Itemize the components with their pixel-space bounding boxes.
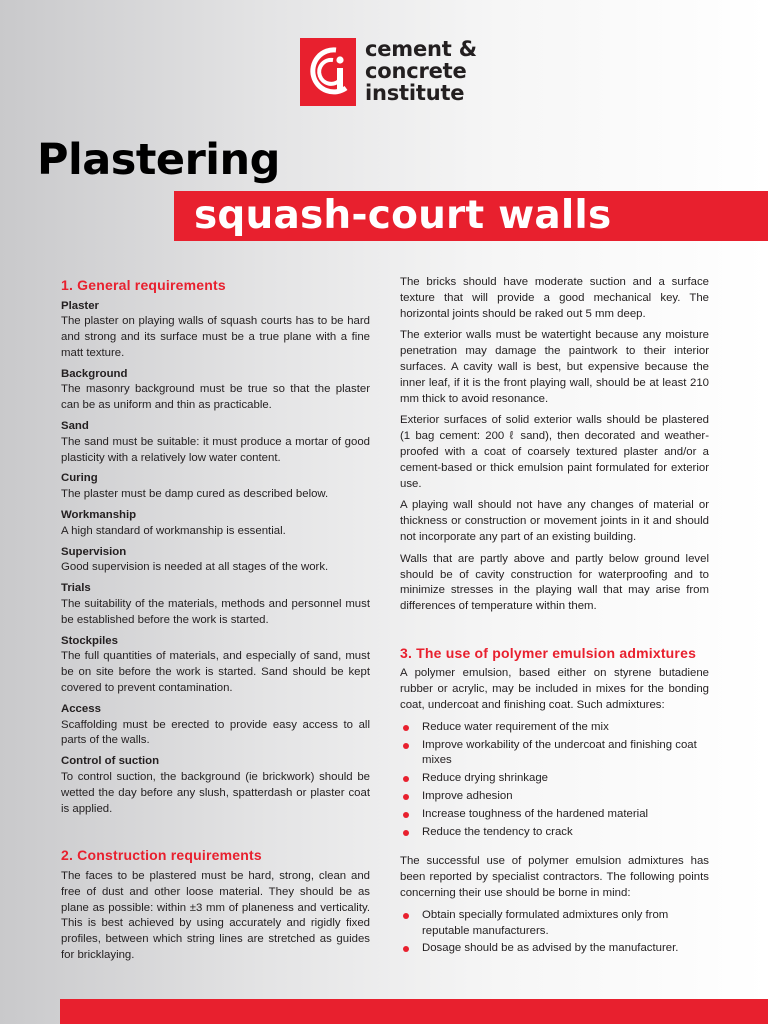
requirement-supervision	[61, 545, 370, 577]
body-paragraph: The bricks should have moderate suction and a surface texture that will provide a good mechanical key. The horizontal joints should be raked out 5 mm deep.	[400, 276, 709, 320]
right-column	[400, 275, 709, 963]
logo	[300, 38, 477, 106]
section-2-heading: 2. Construction requirements	[61, 847, 262, 864]
bullet-icon	[403, 776, 409, 782]
requirement-label: Workmanship	[61, 509, 137, 522]
admixture-guidance-list	[400, 908, 709, 957]
list-item-text: Improve adhesion	[422, 790, 513, 803]
requirement-text: The plaster on playing walls of squash courts has to be hard and strong and its surface must be a true plane with a fine matt texture.	[61, 315, 370, 359]
body-paragraph: The exterior walls must be watertight because any moisture penetration may damage the paintwork to their interior surfaces. A cavity wall is best, but expensive because the inner leaf, if it is the front playing wall, should be at least 210 mm thick to avoid resonance.	[400, 329, 709, 405]
requirement-workmanship	[61, 508, 370, 540]
requirement-sand	[61, 419, 370, 466]
bullet-icon	[403, 743, 409, 749]
cci-logo-icon	[300, 38, 356, 106]
admixture-benefits-list	[400, 720, 709, 841]
requirement-text: The plaster must be damp cured as described below.	[61, 488, 329, 501]
logo-line-2: concrete	[365, 59, 467, 83]
requirement-text: The masonry background must be true so that the plaster can be as uniform and thin as practicable.	[61, 383, 370, 412]
section-3-heading: 3. The use of polymer emulsion admixtures	[400, 644, 697, 661]
logo-text	[365, 38, 477, 104]
bullet-icon	[403, 946, 409, 952]
bullet-icon	[403, 812, 409, 818]
requirement-label: Control of suction	[61, 755, 160, 768]
logo-mark-svg	[300, 38, 356, 106]
page-subtitle: squash-court walls	[194, 193, 612, 238]
list-item	[400, 908, 709, 940]
requirement-label: Stockpiles	[61, 634, 118, 647]
requirement-trials	[61, 581, 370, 628]
footer-bar	[60, 999, 768, 1024]
requirement-label: Supervision	[61, 545, 127, 558]
requirement-text: The suitability of the materials, methods and personnel must be established before the work is started.	[61, 598, 370, 626]
list-item-text: Reduce drying shrinkage	[422, 772, 549, 785]
list-item	[400, 771, 709, 787]
requirement-text: The sand must be suitable: it must produce a mortar of good plasticity with a relatively low water content.	[61, 435, 370, 464]
section-2-paragraph: The faces to be plastered must be hard, strong, clean and free of dust and other loose material. They should be as plane as possible: within ±3 mm of planeness and verticality. This is best achieved by using accurately and rigidly fixed profiles, between which string lines are stretched as guides for bricklaying.	[61, 869, 370, 961]
list-item-text: Reduce the tendency to crack	[422, 825, 573, 838]
list-item-text: Obtain specially formulated admixtures only from reputable manufacturers.	[422, 908, 669, 937]
requirement-access	[61, 702, 370, 749]
requirement-text: The full quantities of materials, and especially of sand, must be on site before the work is started. Sand should be kept covered to prevent contamination.	[61, 650, 370, 695]
requirement-label: Access	[61, 702, 101, 715]
requirement-label: Trials	[61, 582, 91, 595]
requirement-text: Good supervision is needed at all stages of the work.	[61, 561, 329, 574]
requirement-text: Scaffolding must be erected to provide easy access to all parts of the walls.	[61, 718, 370, 747]
page-title: Plastering	[37, 135, 280, 185]
section-1-heading: 1. General requirements	[61, 277, 226, 293]
list-item-text: Improve workability of the undercoat and finishing coat mixes	[422, 738, 697, 767]
bullet-icon	[403, 913, 409, 919]
list-item	[400, 738, 709, 770]
list-item-text: Dosage should be as advised by the manufacturer.	[422, 942, 679, 955]
requirement-background	[61, 367, 370, 414]
requirement-curing	[61, 471, 370, 503]
list-item	[400, 807, 709, 823]
requirement-label: Plaster	[61, 299, 99, 312]
logo-line-1: cement &	[365, 37, 477, 61]
list-item	[400, 720, 709, 736]
body-paragraph: A playing wall should not have any changes of material or thickness or construction or movement joints in it and should not incorporate any part of an existing building.	[400, 499, 709, 543]
bullet-icon	[403, 830, 409, 836]
requirement-label: Curing	[61, 472, 98, 485]
list-item	[400, 825, 709, 841]
requirement-label: Sand	[61, 420, 89, 433]
list-item	[400, 789, 709, 805]
requirement-text: A high standard of workmanship is essential.	[61, 524, 286, 537]
requirement-plaster	[61, 299, 370, 362]
body-paragraph: Exterior surfaces of solid exterior walls should be plastered (1 bag cement: 200 ℓ sand), then decorated and weather-proofed with a coat of coarsely textured plaster and/or a cement-based or thick emulsion paint formulated for exterior use.	[400, 414, 709, 490]
left-column	[61, 277, 370, 964]
section-3-intro: A polymer emulsion, based either on styrene butadiene rubber or acrylic, may be included in mixes for the bonding coat, undercoat and finishing coat. Such admixtures:	[400, 667, 709, 712]
requirement-stockpiles	[61, 634, 370, 697]
section-3-paragraph-2: The successful use of polymer emulsion admixtures has been reported by specialist contractors. The following points concerning their use should be borne in mind:	[400, 855, 709, 899]
list-item-text: Increase toughness of the hardened material	[422, 807, 649, 820]
bullet-icon	[403, 794, 409, 800]
logo-line-3: institute	[365, 81, 465, 105]
requirement-text: To control suction, the background (ie brickwork) should be wetted the day before any slush, spatterdash or plaster coat is applied.	[61, 771, 370, 815]
requirement-label: Background	[61, 367, 128, 380]
requirement-control-of-suction	[61, 754, 370, 817]
body-paragraph: Walls that are partly above and partly below ground level should be of cavity construction for waterproofing and to minimize stresses in the playing wall that may arise from differences of temperature within them.	[400, 552, 709, 613]
bullet-icon	[403, 725, 409, 731]
list-item-text: Reduce water requirement of the mix	[422, 720, 609, 733]
list-item	[400, 941, 709, 957]
